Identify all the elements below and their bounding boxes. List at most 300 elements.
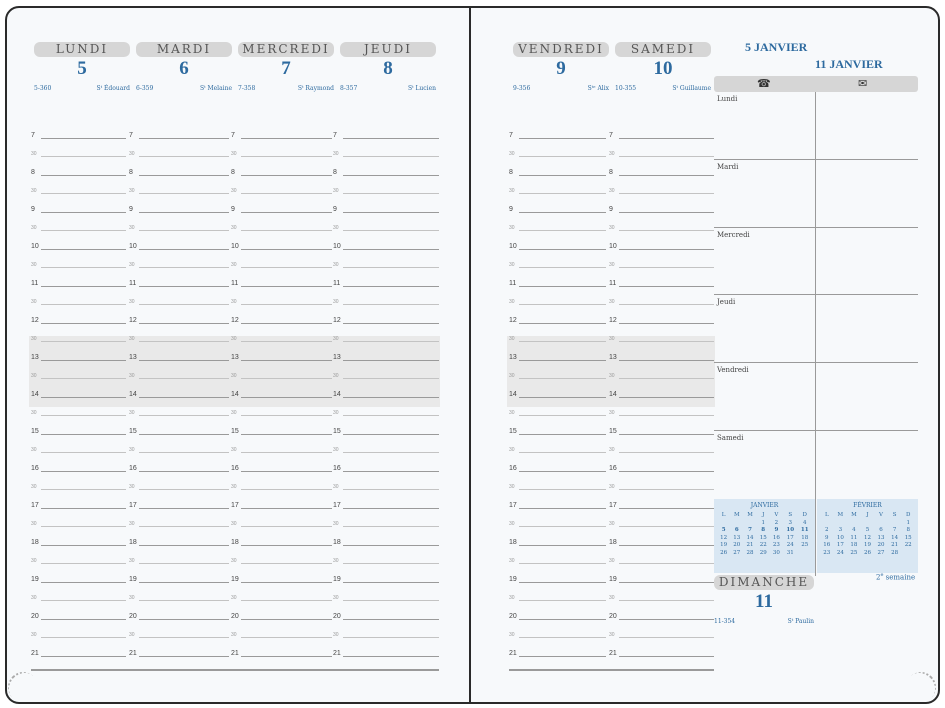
hour-line xyxy=(343,286,439,287)
hour-slot[interactable] xyxy=(333,455,439,474)
half-hour-slot[interactable] xyxy=(333,622,439,641)
calendar-date[interactable]: 9 xyxy=(774,527,779,533)
day-name: MARDI xyxy=(136,42,232,57)
hour-slot[interactable] xyxy=(129,381,229,400)
half-hour-slot[interactable] xyxy=(31,289,126,308)
hour-slot[interactable] xyxy=(609,566,714,585)
half-hour-label: 30 xyxy=(609,336,615,342)
half-hour-slot[interactable] xyxy=(129,252,229,271)
hour-slot[interactable] xyxy=(333,529,439,548)
half-hour-slot[interactable] xyxy=(509,585,606,604)
calendar-date[interactable]: 16 xyxy=(772,534,780,541)
half-hour-slot[interactable] xyxy=(129,326,229,345)
hour-line xyxy=(619,619,714,620)
half-hour-slot[interactable] xyxy=(129,289,229,308)
half-hour-slot[interactable] xyxy=(609,326,714,345)
weekly-notes-0[interactable] xyxy=(714,92,918,160)
hour-slot[interactable] xyxy=(129,196,229,215)
half-hour-slot[interactable] xyxy=(609,178,714,197)
half-hour-slot[interactable] xyxy=(509,474,606,493)
calendar-date[interactable]: 2 xyxy=(774,519,779,526)
half-hour-slot[interactable] xyxy=(31,585,126,604)
half-hour-slot[interactable] xyxy=(129,474,229,493)
hour-slot[interactable] xyxy=(31,196,126,215)
half-hour-slot[interactable] xyxy=(609,474,714,493)
calendar-date[interactable] xyxy=(730,520,743,528)
half-hour-slot[interactable] xyxy=(231,437,332,456)
calendar-date[interactable] xyxy=(820,520,834,528)
hour-slot[interactable] xyxy=(231,529,332,548)
half-hour-slot[interactable] xyxy=(231,585,332,604)
week-range-start: 5 JANVIER xyxy=(745,40,808,54)
hour-label: 12 xyxy=(333,316,341,324)
half-hour-slot[interactable] xyxy=(609,215,714,234)
calendar-date[interactable]: 4 xyxy=(852,527,856,533)
hour-line xyxy=(139,582,229,583)
half-hour-slot[interactable] xyxy=(333,400,439,419)
half-hour-slot[interactable] xyxy=(231,474,332,493)
hour-slot[interactable] xyxy=(231,233,332,252)
hour-slot[interactable] xyxy=(333,603,439,622)
hour-slot[interactable] xyxy=(609,270,714,289)
hour-slot[interactable] xyxy=(129,603,229,622)
hour-slot[interactable] xyxy=(129,344,229,363)
saint-name: Sᵗ Raymond xyxy=(297,85,334,92)
hour-slot[interactable] xyxy=(333,418,439,437)
half-hour-slot[interactable] xyxy=(509,326,606,345)
half-hour-slot[interactable] xyxy=(333,363,439,382)
hour-slot[interactable] xyxy=(333,122,439,141)
hour-slot[interactable] xyxy=(609,159,714,178)
calendar-date[interactable]: 29 xyxy=(759,549,767,556)
calendar-date[interactable]: 7 xyxy=(892,527,897,533)
hour-slot[interactable] xyxy=(231,566,332,585)
calendar-date[interactable]: 30 xyxy=(772,549,780,556)
half-hour-line xyxy=(619,156,714,157)
hour-slot[interactable] xyxy=(609,307,714,326)
hour-slot[interactable] xyxy=(231,492,332,511)
planner-spine xyxy=(469,6,471,704)
half-hour-slot[interactable] xyxy=(509,400,606,419)
half-hour-slot[interactable] xyxy=(231,326,332,345)
hour-slot[interactable] xyxy=(31,159,126,178)
half-hour-slot[interactable] xyxy=(333,215,439,234)
hour-slot[interactable] xyxy=(31,381,126,400)
hour-slot[interactable] xyxy=(333,159,439,178)
calendar-date[interactable]: 15 xyxy=(759,534,767,541)
hour-slot[interactable] xyxy=(231,307,332,326)
hour-slot[interactable] xyxy=(509,344,606,363)
weekly-notes-3[interactable] xyxy=(714,295,918,363)
calendar-date[interactable]: 24 xyxy=(836,549,844,556)
hour-slot[interactable] xyxy=(231,381,332,400)
half-hour-slot[interactable] xyxy=(231,511,332,530)
half-hour-slot[interactable] xyxy=(129,141,229,160)
calendar-date[interactable]: 28 xyxy=(891,549,899,556)
half-hour-slot[interactable] xyxy=(333,178,439,197)
weekly-notes-2[interactable] xyxy=(714,228,918,296)
hour-slot[interactable] xyxy=(129,122,229,141)
calendar-date[interactable]: 25 xyxy=(850,549,858,556)
hour-slot[interactable] xyxy=(231,344,332,363)
hour-slot[interactable] xyxy=(31,233,126,252)
hour-slot[interactable] xyxy=(333,492,439,511)
weekly-notes-5[interactable] xyxy=(714,431,918,499)
half-hour-slot[interactable] xyxy=(31,400,126,419)
calendar-date[interactable]: 12 xyxy=(863,534,871,541)
calendar-date[interactable]: 28 xyxy=(746,549,754,556)
half-hour-slot[interactable] xyxy=(509,215,606,234)
hour-label: 9 xyxy=(231,205,235,213)
half-hour-slot[interactable] xyxy=(31,215,126,234)
half-hour-slot[interactable] xyxy=(609,585,714,604)
half-hour-line xyxy=(619,415,714,416)
hour-slot[interactable] xyxy=(609,233,714,252)
hour-slot[interactable] xyxy=(31,418,126,437)
hour-slot[interactable] xyxy=(31,455,126,474)
half-hour-slot[interactable] xyxy=(509,511,606,530)
hour-line xyxy=(241,286,332,287)
hour-slot[interactable] xyxy=(509,455,606,474)
hour-slot[interactable] xyxy=(129,307,229,326)
half-hour-slot[interactable] xyxy=(129,215,229,234)
calendar-date[interactable]: 16 xyxy=(823,542,831,548)
hour-line xyxy=(519,582,606,583)
half-hour-label: 30 xyxy=(509,558,515,564)
half-hour-slot[interactable] xyxy=(333,474,439,493)
half-hour-slot[interactable] xyxy=(129,363,229,382)
hour-slot[interactable] xyxy=(31,307,126,326)
half-hour-slot[interactable] xyxy=(231,400,332,419)
half-hour-slot[interactable] xyxy=(509,178,606,197)
hour-slot[interactable] xyxy=(333,233,439,252)
half-hour-line xyxy=(343,489,439,490)
hour-label: 15 xyxy=(31,427,39,435)
hour-label: 18 xyxy=(333,538,341,546)
calendar-date[interactable]: 1 xyxy=(906,519,910,526)
hour-label: 21 xyxy=(129,649,137,657)
weekly-notes-1[interactable] xyxy=(714,160,918,228)
calendar-date[interactable] xyxy=(717,520,730,528)
calendar-date[interactable]: 19 xyxy=(863,542,871,548)
calendar-date[interactable] xyxy=(861,520,875,528)
hour-label: 11 xyxy=(129,279,137,287)
half-hour-slot[interactable] xyxy=(609,400,714,419)
calendar-date[interactable]: 23 xyxy=(772,542,780,548)
half-hour-slot[interactable] xyxy=(129,585,229,604)
hour-label: 10 xyxy=(129,242,137,250)
hour-label: 11 xyxy=(509,279,517,287)
half-hour-slot[interactable] xyxy=(333,289,439,308)
half-hour-slot[interactable] xyxy=(509,141,606,160)
half-hour-slot[interactable] xyxy=(31,141,126,160)
hour-slot[interactable] xyxy=(509,640,606,659)
calendar-date[interactable]: 8 xyxy=(761,527,766,533)
hour-slot[interactable] xyxy=(333,196,439,215)
calendar-date[interactable]: 3 xyxy=(838,527,843,533)
hour-slot[interactable] xyxy=(31,566,126,585)
hour-slot[interactable] xyxy=(31,603,126,622)
day-code: 5-360 xyxy=(34,85,52,92)
hour-slot[interactable] xyxy=(31,640,126,659)
hour-slot[interactable] xyxy=(129,529,229,548)
hour-slot[interactable] xyxy=(333,344,439,363)
calendar-date[interactable]: 12 xyxy=(720,534,728,541)
hour-slot[interactable] xyxy=(31,270,126,289)
hour-slot[interactable] xyxy=(31,344,126,363)
calendar-date[interactable]: 21 xyxy=(746,542,754,548)
hour-line xyxy=(139,397,229,398)
half-hour-slot[interactable] xyxy=(509,363,606,382)
hour-slot[interactable] xyxy=(509,566,606,585)
calendar-date[interactable]: 14 xyxy=(891,534,899,541)
half-hour-slot[interactable] xyxy=(609,363,714,382)
hour-slot[interactable] xyxy=(231,603,332,622)
hour-line xyxy=(343,508,439,509)
calendar-date[interactable]: 13 xyxy=(733,534,741,541)
hour-slot[interactable] xyxy=(609,492,714,511)
hour-slot[interactable] xyxy=(509,529,606,548)
half-hour-line xyxy=(41,415,126,416)
half-hour-slot[interactable] xyxy=(231,622,332,641)
phone-icon: ☎ xyxy=(757,77,771,90)
half-hour-slot[interactable] xyxy=(333,437,439,456)
calendar-date[interactable]: 17 xyxy=(836,542,844,548)
calendar-date[interactable]: 10 xyxy=(836,534,844,541)
calendar-date[interactable]: 6 xyxy=(879,527,883,533)
half-hour-slot[interactable] xyxy=(333,141,439,160)
half-hour-slot[interactable] xyxy=(129,437,229,456)
hour-slot[interactable] xyxy=(509,492,606,511)
half-hour-slot[interactable] xyxy=(31,363,126,382)
hour-slot[interactable] xyxy=(129,159,229,178)
hour-slot[interactable] xyxy=(509,196,606,215)
calendar-date[interactable]: 26 xyxy=(863,549,871,556)
half-hour-slot[interactable] xyxy=(609,548,714,567)
half-hour-line xyxy=(41,378,126,379)
hour-slot[interactable] xyxy=(509,418,606,437)
hour-slot[interactable] xyxy=(609,418,714,437)
half-hour-slot[interactable] xyxy=(609,141,714,160)
calendar-date[interactable]: 19 xyxy=(720,542,728,548)
calendar-date[interactable]: 4 xyxy=(802,519,807,526)
hour-slot[interactable] xyxy=(129,640,229,659)
half-hour-slot[interactable] xyxy=(129,400,229,419)
calendar-date[interactable] xyxy=(901,550,915,558)
hour-slot[interactable] xyxy=(509,122,606,141)
hour-slot[interactable] xyxy=(333,381,439,400)
hour-line xyxy=(619,138,714,139)
half-hour-slot[interactable] xyxy=(333,548,439,567)
half-hour-slot[interactable] xyxy=(231,215,332,234)
calendar-date[interactable]: 10 xyxy=(786,527,795,533)
calendar-date[interactable]: 15 xyxy=(904,534,912,541)
hour-slot[interactable] xyxy=(129,492,229,511)
hour-slot[interactable] xyxy=(231,270,332,289)
hour-slot[interactable] xyxy=(609,640,714,659)
hour-slot[interactable] xyxy=(231,640,332,659)
half-hour-slot[interactable] xyxy=(509,437,606,456)
calendar-date[interactable]: 20 xyxy=(733,542,741,548)
half-hour-slot[interactable] xyxy=(31,326,126,345)
half-hour-slot[interactable] xyxy=(31,474,126,493)
calendar-date[interactable]: 1 xyxy=(761,519,765,526)
calendar-date[interactable]: 25 xyxy=(801,542,809,548)
hour-slot[interactable] xyxy=(129,418,229,437)
hour-slot[interactable] xyxy=(609,344,714,363)
hour-slot[interactable] xyxy=(609,122,714,141)
hour-slot[interactable] xyxy=(509,270,606,289)
half-hour-label: 30 xyxy=(509,262,515,268)
hour-slot[interactable] xyxy=(231,455,332,474)
calendar-date[interactable]: 11 xyxy=(850,534,858,541)
hour-slot[interactable] xyxy=(31,492,126,511)
hour-slot[interactable] xyxy=(609,603,714,622)
half-hour-slot[interactable] xyxy=(333,326,439,345)
hour-slot[interactable] xyxy=(333,270,439,289)
half-hour-slot[interactable] xyxy=(129,622,229,641)
half-hour-label: 30 xyxy=(333,151,339,157)
half-hour-slot[interactable] xyxy=(509,252,606,271)
calendar-date[interactable]: 18 xyxy=(801,534,809,541)
half-hour-slot[interactable] xyxy=(231,548,332,567)
hour-slot[interactable] xyxy=(509,381,606,400)
calendar-date[interactable]: 18 xyxy=(850,542,858,548)
half-hour-slot[interactable] xyxy=(609,622,714,641)
half-hour-line xyxy=(241,600,332,601)
hour-label: 9 xyxy=(31,205,35,213)
hour-slot[interactable] xyxy=(31,122,126,141)
calendar-date[interactable]: 27 xyxy=(733,549,741,556)
calendar-date[interactable]: 22 xyxy=(759,542,767,548)
calendar-date[interactable]: 23 xyxy=(823,549,831,556)
calendar-date[interactable]: 26 xyxy=(720,549,728,556)
half-hour-label: 30 xyxy=(609,558,615,564)
calendar-date[interactable] xyxy=(874,520,888,528)
hour-slot[interactable] xyxy=(333,566,439,585)
hour-label: 10 xyxy=(333,242,341,250)
calendar-date[interactable]: 17 xyxy=(786,534,794,541)
hour-slot[interactable] xyxy=(509,159,606,178)
weekly-notes-4[interactable] xyxy=(714,363,918,431)
calendar-date[interactable]: 5 xyxy=(721,527,726,533)
hour-slot[interactable] xyxy=(609,196,714,215)
hour-slot[interactable] xyxy=(231,159,332,178)
half-hour-slot[interactable] xyxy=(31,548,126,567)
calendar-date[interactable] xyxy=(743,520,756,528)
half-hour-line xyxy=(343,304,439,305)
calendar-date[interactable]: 22 xyxy=(904,542,912,548)
half-hour-slot[interactable] xyxy=(333,252,439,271)
hour-slot[interactable] xyxy=(509,307,606,326)
half-hour-slot[interactable] xyxy=(31,511,126,530)
hour-line xyxy=(241,323,332,324)
half-hour-slot[interactable] xyxy=(609,511,714,530)
hour-slot[interactable] xyxy=(509,603,606,622)
half-hour-slot[interactable] xyxy=(31,252,126,271)
calendar-date[interactable]: 14 xyxy=(746,534,754,541)
hour-slot[interactable] xyxy=(333,307,439,326)
half-hour-slot[interactable] xyxy=(129,511,229,530)
half-hour-slot[interactable] xyxy=(129,178,229,197)
calendar-date[interactable]: 11 xyxy=(800,527,809,533)
half-hour-slot[interactable] xyxy=(509,622,606,641)
calendar-date[interactable]: 24 xyxy=(786,542,794,548)
half-hour-slot[interactable] xyxy=(129,548,229,567)
hour-label: 15 xyxy=(129,427,137,435)
half-hour-line xyxy=(139,489,229,490)
hour-slot[interactable] xyxy=(231,196,332,215)
half-hour-slot[interactable] xyxy=(609,289,714,308)
half-hour-slot[interactable] xyxy=(31,178,126,197)
half-hour-slot[interactable] xyxy=(509,548,606,567)
hour-line xyxy=(343,360,439,361)
calendar-date[interactable]: 20 xyxy=(877,542,885,548)
half-hour-slot[interactable] xyxy=(231,141,332,160)
hour-slot[interactable] xyxy=(129,455,229,474)
calendar-date[interactable]: 8 xyxy=(906,527,910,533)
hour-slot[interactable] xyxy=(129,270,229,289)
half-hour-slot[interactable] xyxy=(231,289,332,308)
half-hour-slot[interactable] xyxy=(333,511,439,530)
hour-line xyxy=(41,212,126,213)
hour-label: 17 xyxy=(333,501,341,509)
saint-name: Sᵗ Melaine xyxy=(199,85,232,92)
hour-slot[interactable] xyxy=(129,233,229,252)
calendar-date[interactable] xyxy=(834,520,848,528)
hour-slot[interactable] xyxy=(231,122,332,141)
half-hour-label: 30 xyxy=(333,336,339,342)
calendar-date[interactable]: 2 xyxy=(825,527,829,533)
hour-line xyxy=(343,323,439,324)
hour-slot[interactable] xyxy=(609,381,714,400)
hour-slot[interactable] xyxy=(509,233,606,252)
hour-slot[interactable] xyxy=(31,529,126,548)
half-hour-line xyxy=(519,489,606,490)
hour-slot[interactable] xyxy=(609,529,714,548)
half-hour-slot[interactable] xyxy=(609,252,714,271)
half-hour-slot[interactable] xyxy=(31,437,126,456)
calendar-date[interactable]: 21 xyxy=(891,542,899,548)
hour-label: 16 xyxy=(231,464,239,472)
calendar-date[interactable]: 9 xyxy=(825,534,829,541)
calendar-date[interactable] xyxy=(847,520,861,528)
calendar-date[interactable]: 27 xyxy=(877,549,885,556)
calendar-date[interactable]: 13 xyxy=(877,534,885,541)
hour-slot[interactable] xyxy=(231,418,332,437)
calendar-date[interactable] xyxy=(888,520,902,528)
calendar-date[interactable]: 6 xyxy=(734,527,739,533)
hour-label: 11 xyxy=(333,279,341,287)
calendar-date[interactable]: 7 xyxy=(748,527,752,533)
calendar-date[interactable]: 3 xyxy=(788,519,792,526)
hour-slot[interactable] xyxy=(129,566,229,585)
half-hour-slot[interactable] xyxy=(609,437,714,456)
half-hour-slot[interactable] xyxy=(31,622,126,641)
weekday-label: Mardi xyxy=(717,162,739,171)
hour-slot[interactable] xyxy=(333,640,439,659)
calendar-date[interactable]: 31 xyxy=(786,549,794,556)
half-hour-slot[interactable] xyxy=(231,363,332,382)
hour-slot[interactable] xyxy=(609,455,714,474)
half-hour-slot[interactable] xyxy=(509,289,606,308)
half-hour-slot[interactable] xyxy=(231,178,332,197)
calendar-date[interactable]: 5 xyxy=(865,527,870,533)
weekday-initial: V xyxy=(879,512,884,518)
hour-line xyxy=(241,434,332,435)
half-hour-slot[interactable] xyxy=(231,252,332,271)
half-hour-slot[interactable] xyxy=(333,585,439,604)
